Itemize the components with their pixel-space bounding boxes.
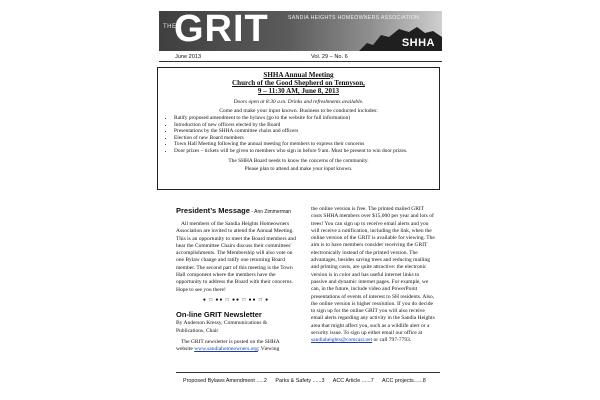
footer-item: ACC projects......8 xyxy=(382,378,426,384)
masthead-title: GRIT xyxy=(174,11,269,50)
meeting-closing xyxy=(166,158,431,173)
meeting-intro: Come and make your input known. Business to be conducted includes: xyxy=(219,108,378,115)
newsletter-body-end: ; Viewing xyxy=(257,346,280,353)
agenda-item: • Election of new Board members xyxy=(174,135,431,142)
footer-index xyxy=(183,378,433,384)
agenda-item: • Introduction of new officers elected by the Board xyxy=(174,122,431,129)
president-byline: - Ann Zimmerman xyxy=(249,209,292,215)
footer-item: Proposed Bylaws Amendment .....2 xyxy=(183,378,267,384)
agenda-item: • Ratify proposed amendment to the bylaws (go to the website for full information) xyxy=(174,115,431,122)
email-link[interactable]: sandiaheights@comcast.net xyxy=(311,337,373,344)
masthead-banner xyxy=(159,11,442,51)
agenda-item: • Town Hall Meeting following the annual meeting for members to express their concerns xyxy=(174,141,431,148)
masthead-the: THE xyxy=(163,24,177,30)
newsletter-byline: By Anderson Kressy, Communications & Publications, Chair xyxy=(176,320,268,334)
masthead-abbr: SHHA xyxy=(401,37,435,49)
website-link[interactable]: www.sandiahomeowners.org xyxy=(194,346,258,353)
meeting-agenda xyxy=(166,115,431,154)
masthead-association: SANDIA HEIGHTS HOMEOWNERS ASSOCIATION xyxy=(288,15,420,21)
president-heading xyxy=(176,206,296,217)
president-body: All members of the Sandia Heights Homeowners Association are invited to attend the Annual Meeting. This is an opportunity to meet the Board members and hear the Committee Chairs discuss their committees' accomplishments. The Membership will also vote on one Bylaw change and ratify one returning Board member. The second part of this meeting is the Town Hall component where the members have the opportunity to address the Board with their concerns. Hope to see you there! xyxy=(176,221,296,293)
newsletter-body xyxy=(176,339,296,354)
newsletter-continued xyxy=(311,206,435,345)
issue-line xyxy=(175,54,375,60)
newsletter-call: or call 797-7793. xyxy=(372,337,412,344)
footer-rule xyxy=(176,372,440,373)
meeting-doors: Doors open at 8:30 a.m. Drinks and refreshments available. xyxy=(233,99,364,106)
agenda-item: • Door prizes – tickets will be given to members who sign in before 9 am. Must be present to win door prizes. xyxy=(174,148,431,155)
footer-item: ACC Article ......7 xyxy=(332,378,374,384)
issue-date: June 2013 xyxy=(175,54,202,60)
newsletter-continued-text: the online version is free. The printed mailed GRIT costs SHHA members over $15,000 per year and lots of trees! You can sign up to receive email alerts and you will receive a notification, including the link, when the online version of the GRIT is available for viewing. The aim is to have members consider receiving the GRIT electronically instead of the printed version. The advantages, besides saving trees and reducing mailing and printing costs, are quite attractive: the electronic version is in color and has useful internet links to passive and dynamic internet pages. For example, we can, in the future, include video and PowerPoint presentations of events of interest to SH residents. Also, the online version is higher resolution. If you do decide to sign up for the online GRIT you will also receive email alerts regarding any activity in the Sandia Heights area that might affect you, such as a wildlife alert or a security issue. To sign up either email our office at xyxy=(311,206,435,337)
closing-line-1: The SHHA Board needs to know the concerns of the community. xyxy=(228,158,369,165)
footer-item: Parks & Safety ......3 xyxy=(275,378,325,384)
president-title: President’s Message xyxy=(176,206,250,215)
meeting-title-1: SHHA Annual Meeting xyxy=(263,71,334,79)
newsletter-body-start: The GRIT newsletter is posted on the SHHA website xyxy=(176,338,280,353)
left-column xyxy=(176,206,296,353)
right-column xyxy=(311,206,435,345)
header-rule xyxy=(159,61,442,62)
agenda-item: • Presentations by the SHHA committee chairs and officers xyxy=(174,128,431,135)
closing-line-2: Please plan to attend and make your input known. xyxy=(244,165,353,172)
issue-volume: Vol. 29 – No. 6 xyxy=(311,54,348,60)
newsletter-heading: On-line GRIT Newsletter xyxy=(176,310,262,320)
meeting-title-2: Church of the Good Shepherd on Tennyson, xyxy=(232,79,365,88)
meeting-title-3: 9 – 11:30 AM, June 8, 2013 xyxy=(257,87,340,96)
annual-meeting-box xyxy=(157,67,440,190)
section-separator: ● □ ●● □ ●● □ ●● □ ● xyxy=(202,297,270,303)
